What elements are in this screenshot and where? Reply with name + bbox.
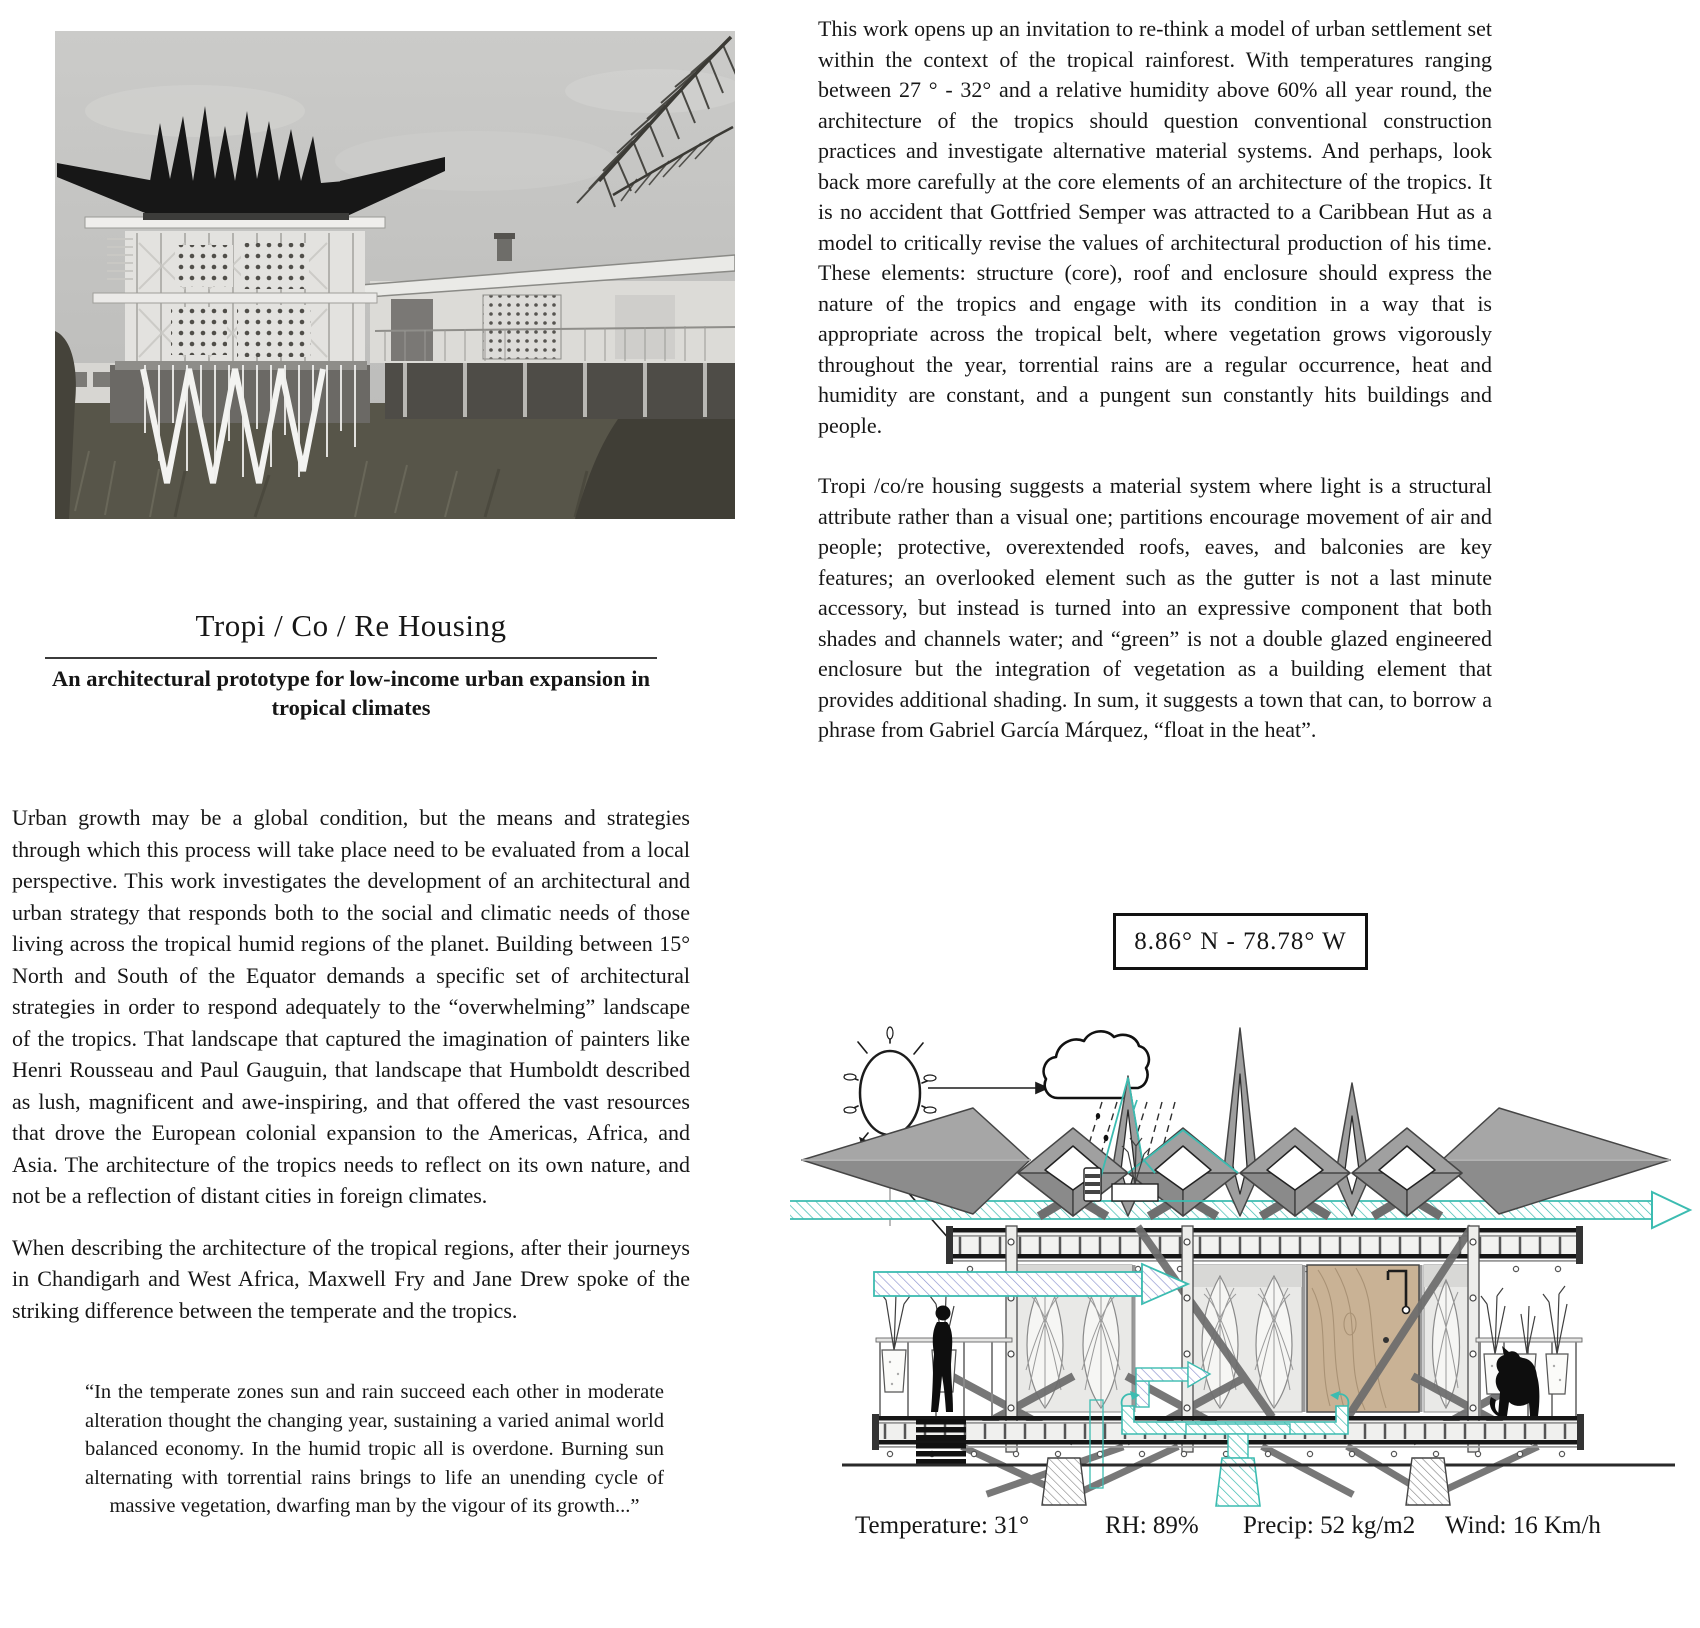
page-subtitle: An architectural prototype for low-income urban expansion in tropical climates [51,666,651,720]
stat-temperature: Temperature: 31° [855,1512,1030,1539]
right-paragraph-1: This work opens up an invitation to re-think a model of urban settlement set within the context of the tropical rainforest. With temperatures ranging between 27 ° - 32° and a relative humidity above 60% all year round, the architecture of the tropics should question conventional construction practices and investigate alternative material systems. And perhaps, look back more carefully at the core elements of an architecture of the tropics. It is no accident that Gottfried Semper was attracted to a Caribbean Hut as a model to critically revise the values of architectural production of his time. These elements: structure (core), roof and enclosure should express the nature of the tropics and engage with its condition in a way that is appropriate across the tropical belt, where vegetation grows vigorously throughout the year, torrential rains are a regular occurrence, heat and humidity are constant, and a pungent sun constantly hits buildings and people. [818,16,1492,438]
left-column-body [12,802,690,1521]
stat-precipitation: Precip: 52 kg/m2 [1243,1512,1416,1539]
pull-quote: “In the temperate zones sun and rain succeed each other in moderate alteration thought the changing year, sustaining a varied animal world balanced economy. In the humid tropic all is overdone. Burning sun alternating with torrential rains brings to life an unending cycle of massive vegetation, dwarfing man by the vigour of its growth...” [85,1381,664,1517]
left-paragraph-2: When describing the architecture of the tropical regions, after their journeys in Chandigarh and West Africa, Maxwell Fry and Jane Drew spoke of the striking difference between the temperate and the tropics. [12,1234,690,1323]
location-coordinates: 8.86° N - 78.78° W [1134,927,1347,955]
right-column-body [818,14,1492,746]
left-paragraph-1: Urban growth may be a global condition, but the means and strategies through which this process will take place need to be evaluated from a local perspective. This work investigates the development of an architectural and urban strategy that responds both to the social and climatic needs of those living across the tropical humid regions of the planet. Building between 15° North and South of the Equator demands a specific set of architectural strategies in order to respond adequately to the “overwhelming” landscape of the tropics. That landscape that captured the imagination of painters like Henri Rousseau and Paul Gauguin, that landscape that Humboldt described as lush, magnificent and awe-inspiring, and that offered the vast resources that drove the European colonial expansion to the Americas, Africa, and Asia. The architecture of the tropics needs to reflect on its own nature, and not be a reflection of distant cities in foreign climates. [12,805,690,1208]
person-silhouette [931,1306,953,1413]
climate-section-diagram [790,988,1700,1510]
stat-humidity: RH: 89% [1105,1512,1199,1539]
hero-photo [55,31,735,519]
location-coordinates-box [1113,913,1368,970]
title-divider [45,657,657,659]
page-title: Tropi / Co / Re Housing [195,608,507,643]
folded-plate-roof [802,1028,1670,1216]
right-paragraph-2: Tropi /co/re housing suggests a material system where light is a structural attribute rather than a visual one; partitions encourage movement of air and people; protective, overextended roofs, eaves, and balconies are key features; an overlooked element such as the gutter is not a last minute accessory, but instead is turned into an expressive component that both shades and channels water; and “green” is not a double glazed engineered enclosure but the integration of vegetation as a building element that provides additional shading. In sum, it suggests a town that can, to borrow a phrase from Gabriel García Márquez, “float in the heat”. [818,473,1492,742]
stat-wind: Wind: 16 Km/h [1445,1512,1601,1539]
